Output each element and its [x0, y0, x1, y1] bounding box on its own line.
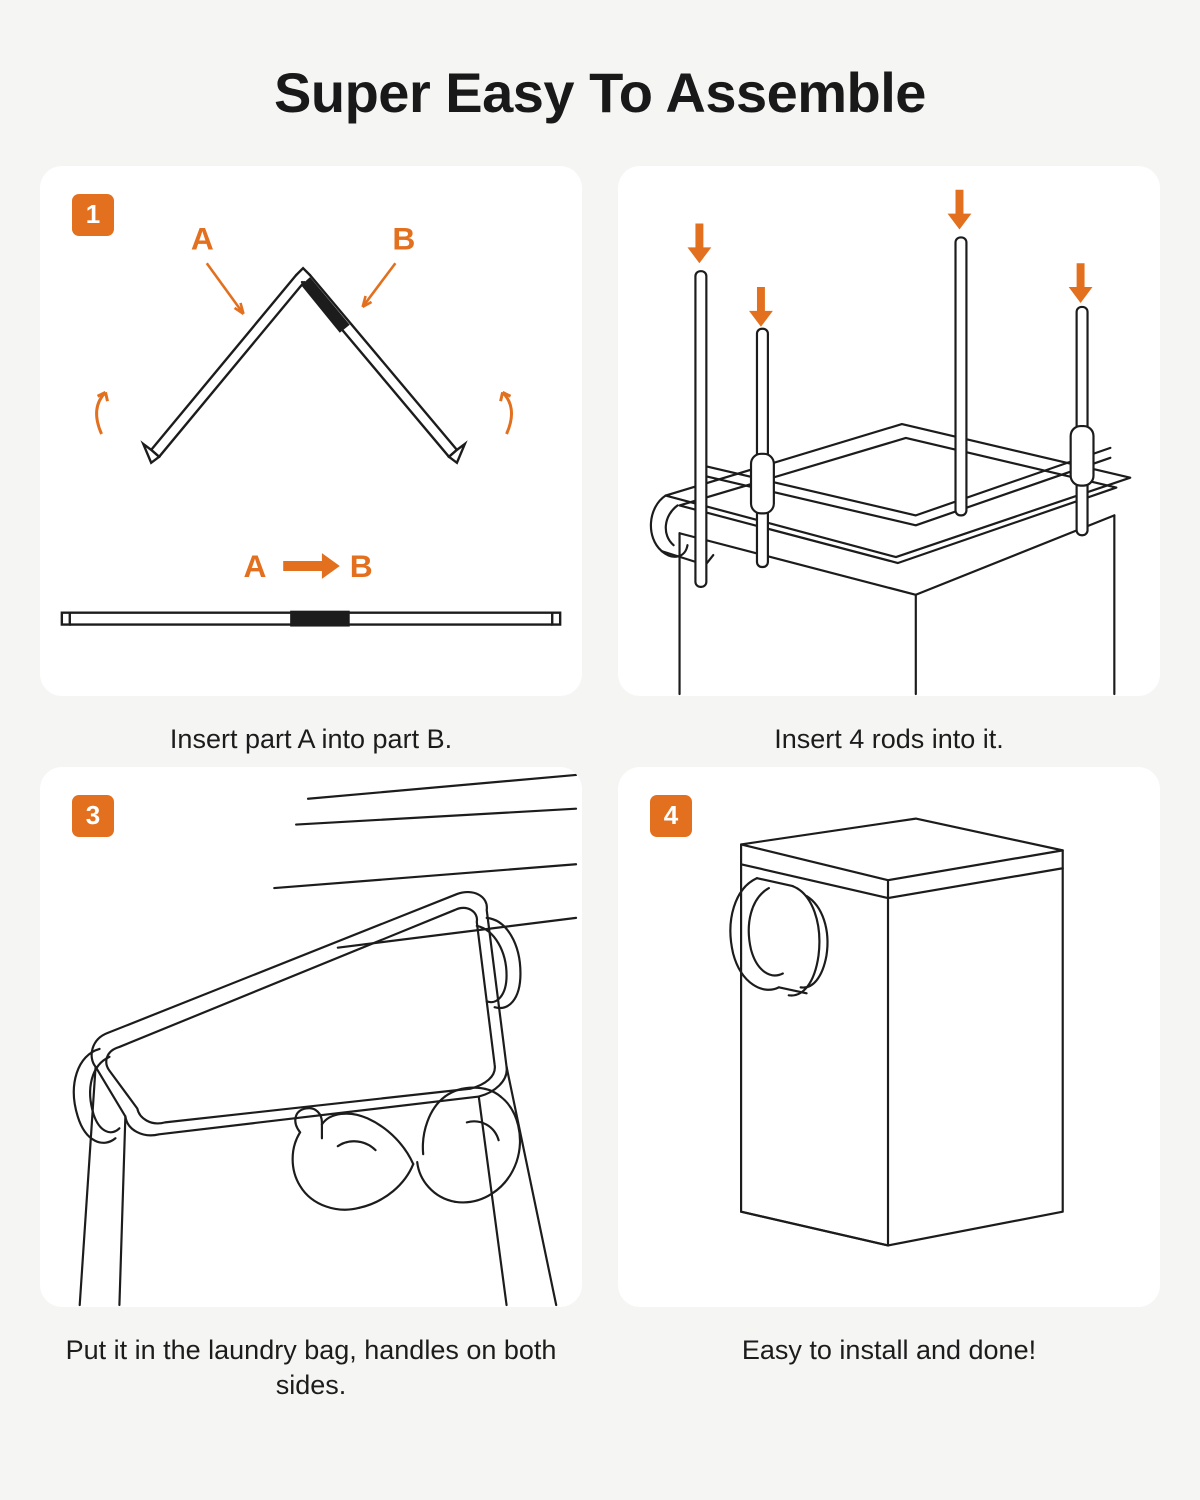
step-4 [618, 767, 1160, 1403]
step-2 [618, 166, 1160, 757]
step-1-panel [40, 166, 582, 696]
step-4-panel [618, 767, 1160, 1307]
step-2-caption: Insert 4 rods into it. [774, 723, 1004, 754]
step-3-caption: Put it in the laundry bag, handles on both sides. [65, 1334, 557, 1400]
step-2-panel [618, 166, 1160, 696]
page-title: Super Easy To Assemble [274, 61, 926, 124]
step-1-label-b: B [392, 219, 416, 256]
step-3-panel [40, 767, 582, 1307]
steps-grid [0, 124, 1200, 1403]
step-4-illustration [618, 767, 1160, 1307]
step-3 [40, 767, 582, 1403]
step-1-arrow-icon [283, 553, 340, 579]
step-4-badge: 4 [650, 795, 692, 837]
step-2-down-arrows [687, 189, 1092, 326]
step-4-caption: Easy to install and done! [741, 1334, 1037, 1365]
step-1-label-a-bottom: A [243, 547, 267, 584]
step-1-illustration [40, 166, 582, 696]
step-1-badge: 1 [72, 194, 114, 236]
step-3-illustration [40, 767, 582, 1307]
step-2-illustration [618, 166, 1160, 696]
step-1-label-a: A [190, 219, 214, 256]
step-3-badge: 3 [72, 795, 114, 837]
step-1 [40, 166, 582, 757]
step-1-caption: Insert part A into part B. [169, 723, 453, 754]
step-1-label-b-bottom: B [349, 547, 373, 584]
